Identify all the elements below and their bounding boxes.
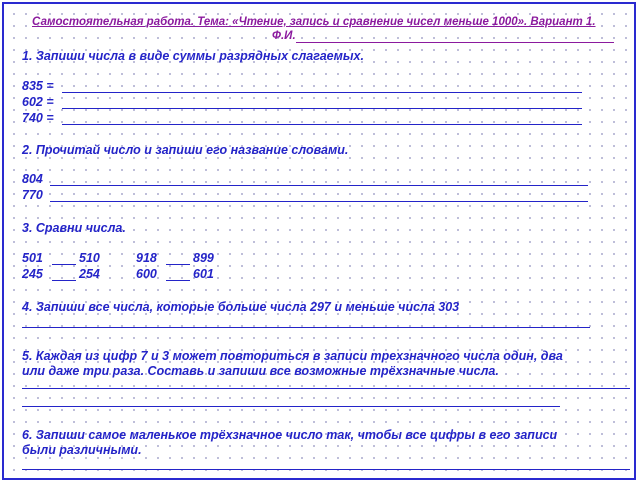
compare-number: 245 (22, 267, 43, 281)
compare-number: 918 (136, 251, 157, 265)
task1-title: 1. Запиши числа в виде суммы разрядных слагаемых. (22, 49, 364, 63)
compare-sign-blank[interactable] (166, 264, 190, 265)
compare-number: 601 (193, 267, 214, 281)
task1-row-label: 835 = (22, 79, 54, 93)
task1-row-label: 740 = (22, 111, 54, 125)
task5-answer-line[interactable] (22, 406, 560, 407)
task1-answer-line[interactable] (62, 108, 582, 109)
task4-answer-line[interactable] (22, 327, 590, 328)
task4-title: 4. Запиши все числа, которые больше числа 297 и меньше числа 303 (22, 300, 460, 314)
task6-title-line2: были различными. (22, 443, 142, 457)
student-name-line[interactable] (296, 42, 614, 43)
task6-title-line1: 6. Запиши самое маленькое трёхзначное число так, чтобы все цифры в его записи (22, 428, 558, 442)
task6-answer-line[interactable] (22, 469, 630, 470)
compare-sign-blank[interactable] (52, 280, 76, 281)
compare-number: 501 (22, 251, 43, 265)
task1-answer-line[interactable] (62, 92, 582, 93)
task2-row-label: 770 (22, 188, 43, 202)
task1-answer-line[interactable] (62, 124, 582, 125)
worksheet (2, 2, 636, 480)
compare-sign-blank[interactable] (52, 264, 76, 265)
task1-row-label: 602 = (22, 95, 54, 109)
task5-title-line2: или даже три раза. Составь и запиши все возможные трёхзначные числа. (22, 364, 499, 378)
compare-sign-blank[interactable] (166, 280, 190, 281)
task2-row-label: 804 (22, 172, 43, 186)
compare-number: 510 (79, 251, 100, 265)
task2-answer-line[interactable] (50, 185, 588, 186)
worksheet-title: Самостоятельная работа. Тема: «Чтение, запись и сравнение чисел меньше 1000». Вариант 1. (32, 16, 596, 28)
task5-title-line1: 5. Каждая из цифр 7 и 3 может повториться в записи трехзначного числа один, два (22, 349, 563, 363)
task2-title: 2. Прочитай число и запиши его название словами. (22, 143, 349, 157)
task5-answer-line[interactable] (22, 388, 630, 389)
task2-answer-line[interactable] (50, 201, 588, 202)
compare-number: 899 (193, 251, 214, 265)
compare-number: 600 (136, 267, 157, 281)
task3-title: 3. Сравни числа. (22, 221, 126, 235)
compare-number: 254 (79, 267, 100, 281)
student-name-label: Ф.И. (272, 30, 296, 42)
